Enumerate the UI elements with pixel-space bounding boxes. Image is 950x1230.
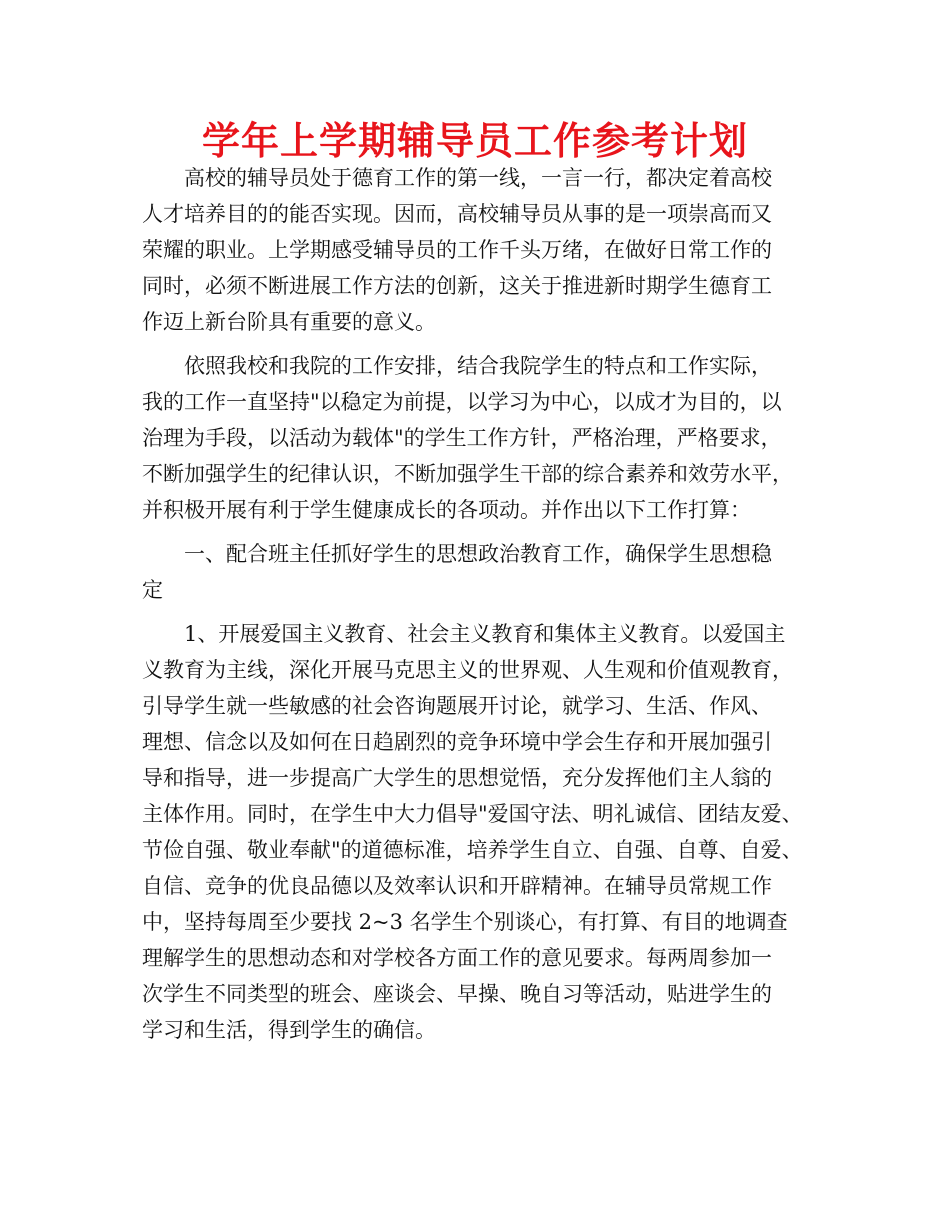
text-line: 中，坚持每周至少要找 2~3 名学生个别谈心，有打算、有目的地调查 xyxy=(142,910,788,934)
text-line: 导和指导，进一步提高广大学生的思想觉悟，充分发挥他们主人翁的 xyxy=(142,766,772,790)
text-line: 理想、信念以及如何在日趋剧烈的竞争环境中学会生存和开展加强引 xyxy=(142,730,772,754)
text-line: 不断加强学生的纪律认识，不断加强学生干部的综合素养和效劳水平， xyxy=(142,462,793,486)
text-line: 节俭自强、敬业奉献"的道德标准，培养学生自立、自强、自尊、自爱、 xyxy=(142,838,803,862)
text-line: 引导学生就一些敏感的社会咨询题展开讨论，就学习、生活、作风、 xyxy=(142,694,772,718)
text-line: 主体作用。同时，在学生中大力倡导"爱国守法、明礼诚信、团结友爱、 xyxy=(142,802,803,826)
text-line: 并积极开展有利于学生健康成长的各项动。并作出以下工作打算： xyxy=(142,498,751,522)
text-line: 1、开展爱国主义教育、社会主义教育和集体主义教育。以爱国主 xyxy=(184,622,786,646)
document-title: 学年上学期辅导员工作参考计划 xyxy=(201,119,748,163)
text-line: 次学生不同类型的班会、座谈会、早操、晚自习等活动，贴进学生的 xyxy=(142,982,772,1006)
text-line: 我的工作一直坚持"以稳定为前提，以学习为中心，以成才为目的，以 xyxy=(142,390,782,414)
paragraph-1 xyxy=(142,160,822,340)
text-line: 理解学生的思想动态和对学校各方面工作的意见要求。每两周参加一 xyxy=(142,946,772,970)
text-line: 同时，必须不断进展工作方法的创新，这关于推进新时期学生德育工 xyxy=(142,274,772,298)
text-line: 学习和生活，得到学生的确信。 xyxy=(142,1018,436,1042)
text-line: 作迈上新台阶具有重要的意义。 xyxy=(142,310,436,334)
text-line: 义教育为主线，深化开展马克思主义的世界观、人生观和价值观教育， xyxy=(142,658,793,682)
text-line: 依照我校和我院的工作安排，结合我院学生的特点和工作实际， xyxy=(184,354,772,378)
text-line: 治理为手段，以活动为载体"的学生工作方针，严格治理，严格要求， xyxy=(142,426,782,450)
text-line: 自信、竞争的优良品德以及效率认识和开辟精神。在辅导员常规工作 xyxy=(142,874,772,898)
paragraph-3-heading xyxy=(142,536,822,608)
text-line: 高校的辅导员处于德育工作的第一线，一言一行，都决定着高校 xyxy=(184,166,772,190)
document-body xyxy=(142,160,822,1056)
text-line: 荣耀的职业。上学期感受辅导员的工作千头万绪，在做好日常工作的 xyxy=(142,238,772,262)
text-line: 定 xyxy=(142,578,163,602)
text-line: 人才培养目的的能否实现。因而，高校辅导员从事的是一项崇高而又 xyxy=(142,202,772,226)
paragraph-4 xyxy=(142,616,822,1048)
paragraph-2 xyxy=(142,348,822,528)
text-line: 一、配合班主任抓好学生的思想政治教育工作，确保学生思想稳 xyxy=(184,542,772,566)
